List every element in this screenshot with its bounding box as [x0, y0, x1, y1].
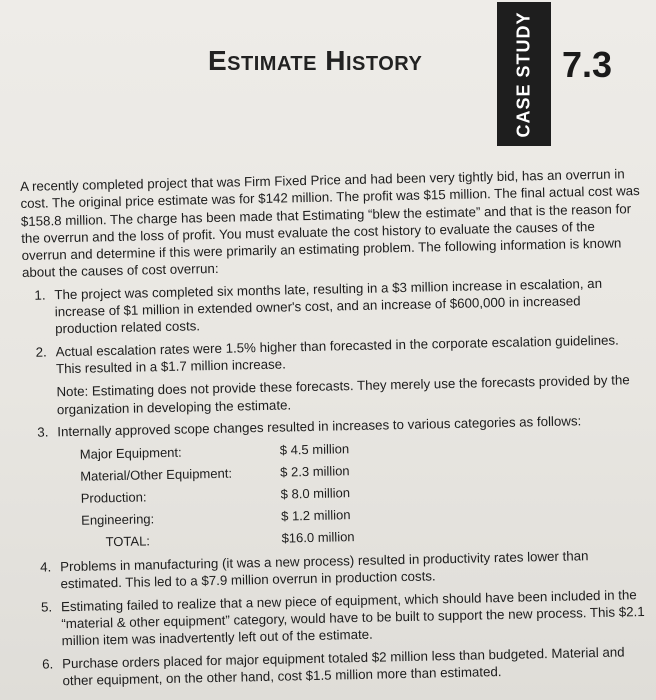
item-text: Estimating failed to realize that a new piece of equipment, which should have been included in the “material & other equipment” category, would have to be built to support the new process. This $2.1 million item was inadvertently left out of the estimate.: [60, 586, 645, 649]
item-text: Purchase orders placed for major equipment totaled $2 million less than budgeted. Material and other equipment, on the other hand, cost $1.5 million more than estimated.: [62, 644, 625, 689]
scope-amount: $16.0 million: [281, 528, 355, 546]
list-item: [30, 643, 653, 691]
item-number: 3.: [37, 424, 49, 440]
list-item: [25, 411, 650, 554]
scope-category: TOTAL:: [105, 532, 151, 549]
list-item: [22, 274, 645, 339]
scope-category: Material/Other Equipment:: [80, 465, 233, 484]
list-item: [28, 546, 651, 594]
case-body: [20, 165, 653, 695]
item-text: The project was completed six months late, resulting in a $3 million increase in escalation, an increase of $1 million in extended owner's cost, and an increase of $600,000 in increased production related costs.: [54, 275, 603, 337]
scope-amount: $ 4.5 million: [279, 440, 350, 458]
item-number: 4.: [40, 559, 52, 575]
page-title: Estimate History: [208, 45, 423, 76]
list-item: [29, 586, 652, 651]
scope-category: Engineering:: [81, 510, 155, 528]
scope-amount: $ 2.3 million: [280, 462, 350, 480]
item-number: 5.: [40, 599, 53, 615]
scope-change-table: [80, 436, 402, 553]
scope-category: Major Equipment:: [79, 444, 182, 462]
cause-list: [22, 274, 652, 690]
item-text: Internally approved scope changes resulted in increases to various categories as follows:: [57, 413, 582, 440]
item-text: Problems in manufacturing (it was a new process) resulted in productivity rates lower than estimated. This led to a $7.9 million overrun in production costs.: [59, 548, 589, 592]
item-number: 2.: [35, 344, 47, 360]
list-item: [23, 331, 646, 419]
item-text: Actual escalation rates were 1.5% higher than forecasted in the corporate escalation guidelines. This resulted in a $1.7 million increase.: [55, 332, 619, 377]
intro-paragraph: A recently completed project that was Firm Fixed Price and had been very tightly bid, has an overrun in cost. The original price estimate was for $142 million. The profit was $15 million. The final actual cost was $158.8 million. The charge has been made that Estimating “blew the estimate” and that is the reason for the overrun and the loss of profit. You must evaluate the cost history to evaluate the causes of the overrun and determine if this were primarily an estimating problem. The following information is known about the causes of cost overrun:: [20, 166, 640, 281]
scope-category: Production:: [80, 488, 147, 506]
scope-amount: $ 8.0 million: [280, 484, 351, 502]
item-note: Note: Estimating does not provide these forecasts. They merely use the forecasts provided by the organization in developing the estimate.: [56, 372, 630, 417]
scope-amount: $ 1.2 million: [280, 506, 351, 524]
case-study-label-text: CASE STUDY: [513, 10, 534, 138]
item-number: 1.: [34, 287, 46, 303]
case-number: 7.3: [562, 44, 613, 85]
case-study-label: [497, 2, 551, 146]
item-number: 6.: [42, 656, 54, 672]
